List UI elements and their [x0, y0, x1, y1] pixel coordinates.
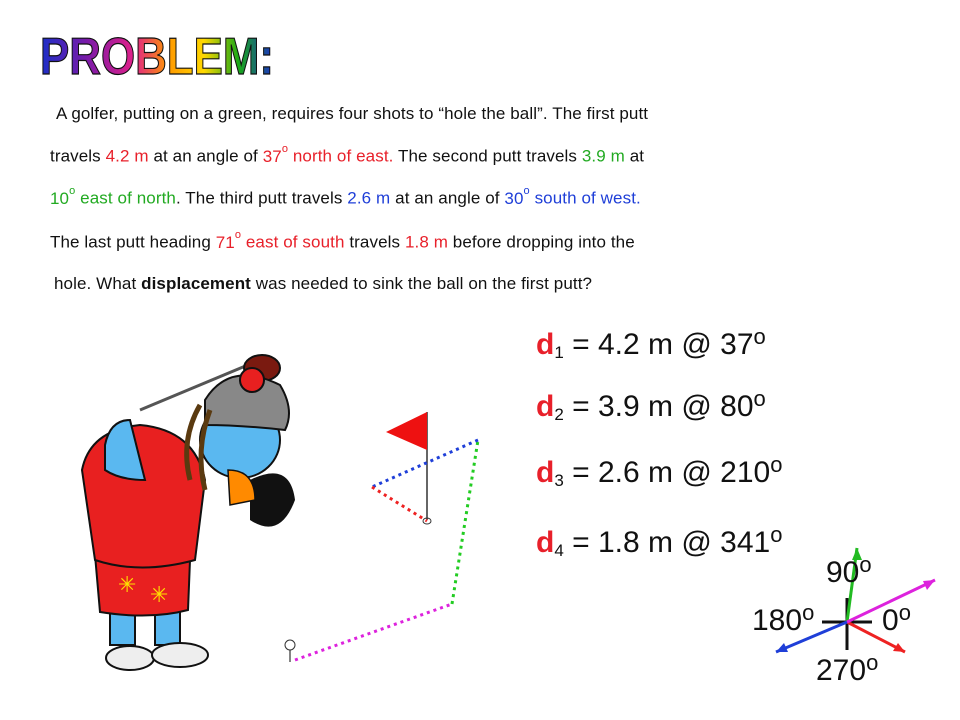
equation-d3: $d_3 = 2.6$ m @ 210$^o$: [536, 452, 783, 490]
angle-1: 37$^o$: [262, 143, 289, 166]
text: at an angle of: [390, 188, 505, 208]
distance-1: 4.2 m: [105, 146, 149, 166]
text: . The third putt travels: [175, 188, 348, 208]
direction-4: east of south: [245, 232, 345, 252]
equation-d4: $d_4 = 1.8$ m @ 341$^o$: [536, 522, 783, 560]
distance-3: 2.6 m: [347, 188, 391, 208]
text: travels: [344, 232, 405, 252]
path-d2: [452, 440, 478, 604]
distance-2: 3.9 m: [581, 146, 625, 166]
text: at: [624, 146, 645, 166]
equation-d1: $d_1 = 4.2$ m @ 37$^o$: [536, 324, 766, 362]
golfer-cartoon: [82, 355, 295, 670]
text: was needed to sink the ball on the first putt?: [250, 274, 593, 293]
angle-4: 71$^o$: [215, 229, 242, 252]
compass-label-west: 180$^o$: [752, 600, 815, 637]
golf-ball-icon: [285, 640, 295, 662]
flag-icon: [386, 412, 431, 524]
distance-4: 1.8 m: [404, 232, 448, 252]
path-d4: [372, 487, 427, 521]
text: at an angle of: [148, 146, 263, 166]
text: The last putt heading: [50, 232, 216, 252]
direction-1: north of east.: [292, 146, 394, 166]
text: travels: [50, 146, 106, 166]
path-d1: [295, 604, 452, 660]
putt-path: [295, 440, 478, 660]
angle-3: 30$^o$: [504, 185, 530, 208]
text: The second putt travels: [393, 146, 582, 166]
text: hole. What: [54, 274, 142, 293]
angle-2: 10$^o$: [50, 185, 76, 208]
direction-3: south of west.: [534, 188, 641, 208]
title-text: PROBLEM:: [40, 28, 274, 86]
svg-text:✳: ✳: [118, 573, 137, 598]
compass-label-south: 270$^o$: [816, 650, 879, 687]
problem-text: A golfer, putting on a green, requires four shots to “hole the ball”. The first putt: [56, 104, 649, 123]
direction-2: east of north: [80, 188, 176, 208]
compass-label-north: 90$^o$: [826, 552, 872, 589]
keyword-displacement: displacement: [141, 274, 251, 293]
text: before dropping into the: [447, 232, 635, 252]
equation-d2: $d_2 = 3.9$ m @ 80$^o$: [536, 386, 766, 424]
compass-label-east: 0$^o$: [882, 600, 911, 637]
svg-text:✳: ✳: [150, 583, 169, 608]
